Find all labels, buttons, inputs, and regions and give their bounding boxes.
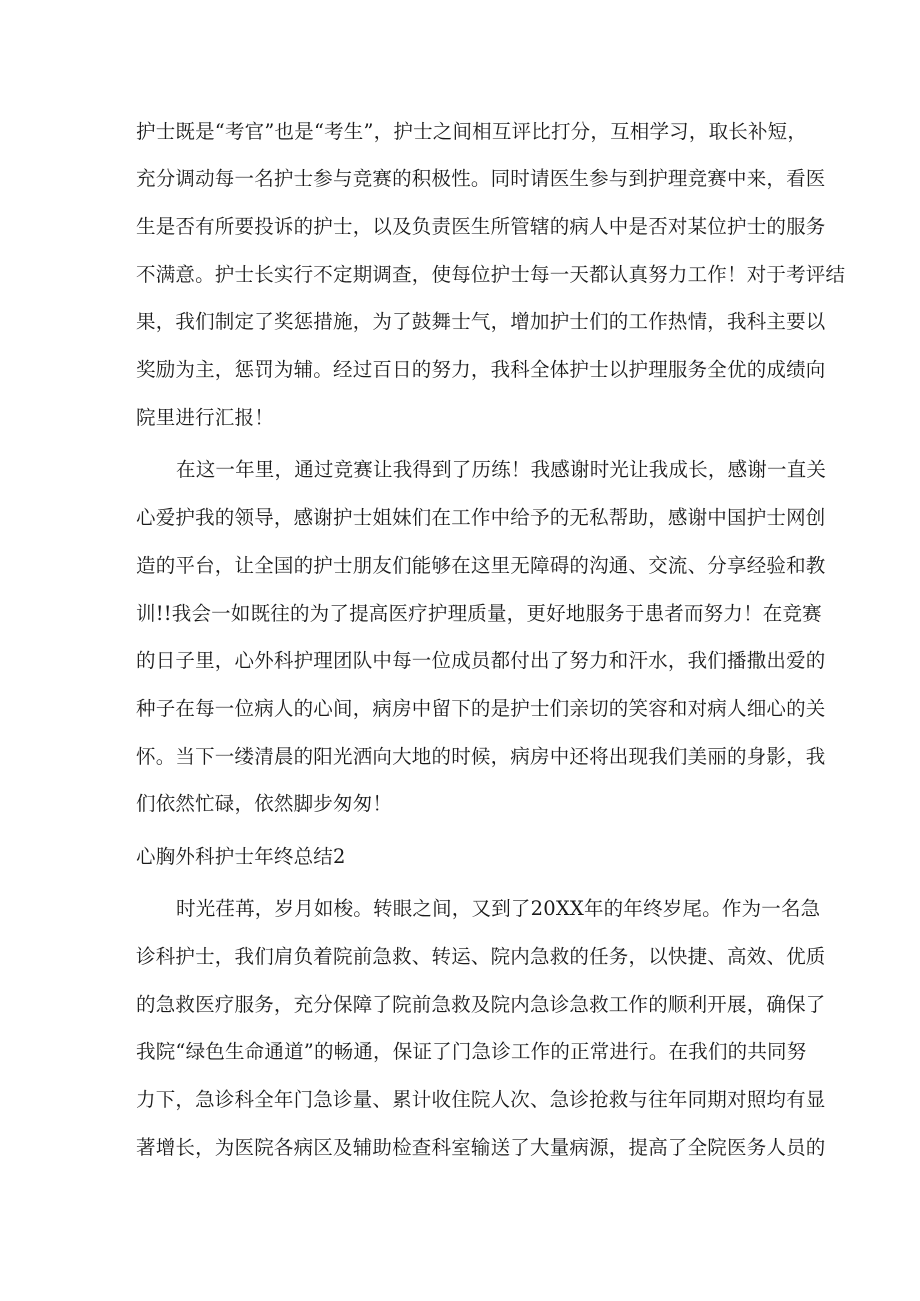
section-heading: 心胸外科护士年终总结2 [136, 845, 346, 868]
text-line: 心爱护我的领导，感谢护士姐妹们在工作中给予的无私帮助，感谢中国护士网创 [136, 506, 826, 529]
text-line: 种子在每一位病人的心间，病房中留下的是护士们亲切的笑容和对病人细心的关 [136, 697, 826, 720]
text-line: 在这一年里，通过竞赛让我得到了历练！我感谢时光让我成长，感谢一直关 [176, 458, 827, 481]
text-line: 训!!我会一如既往的为了提高医疗护理质量，更好地服务于患者而努力！在竞赛 [136, 602, 822, 625]
text-line: 果，我们制定了奖惩措施，为了鼓舞士气，增加护士们的工作热情，我科主要以 [136, 310, 826, 333]
text-line: 时光荏苒，岁月如梭。转眼之间，又到了20XX年的年终岁尾。作为一名急 [176, 897, 821, 920]
text-line: 生是否有所要投诉的护士，以及负责医生所管辖的病人中是否对某位护士的服务 [136, 215, 826, 238]
text-line: 充分调动每一名护士参与竞赛的积极性。同时请医生参与到护理竞赛中来，看医 [136, 167, 826, 190]
text-line: 诊科护士，我们肩负着院前急救、转运、院内急救的任务，以快捷、高效、优质 [136, 945, 826, 968]
text-line: 力下，急诊科全年门急诊量、累计收住院人次、急诊抢救与往年同期对照均有显 [136, 1088, 826, 1111]
text-line: 不满意。护士长实行不定期调查，使每位护士每一天都认真努力工作！对于考评结 [136, 263, 846, 286]
text-line: 们依然忙碌，依然脚步匆匆！ [136, 792, 393, 815]
text-line: 奖励为主，惩罚为辅。经过百日的努力，我科全体护士以护理服务全优的成绩向 [136, 358, 826, 381]
text-line: 院里进行汇报！ [136, 406, 274, 429]
text-line: 的急救医疗服务，充分保障了院前急救及院内急诊急救工作的顺利开展，确保了 [136, 993, 826, 1016]
text-line: 著增长，为医院各病区及辅助检查科室输送了大量病源，提高了全院医务人员的 [136, 1136, 826, 1159]
text-line: 我院“绿色生命通道”的畅通，保证了门急诊工作的正常进行。在我们的共同努 [136, 1040, 807, 1063]
text-line: 护士既是“考官”也是“考生”，护士之间相互评比打分，互相学习，取长补短， [136, 120, 808, 143]
text-line: 造的平台，让全国的护士朋友们能够在这里无障碍的沟通、交流、分享经验和教 [136, 554, 826, 577]
text-line: 的日子里，心外科护理团队中每一位成员都付出了努力和汗水，我们播撒出爱的 [136, 649, 826, 672]
text-line: 怀。当下一缕清晨的阳光洒向大地的时候，病房中还将出现我们美丽的身影，我 [136, 745, 826, 768]
